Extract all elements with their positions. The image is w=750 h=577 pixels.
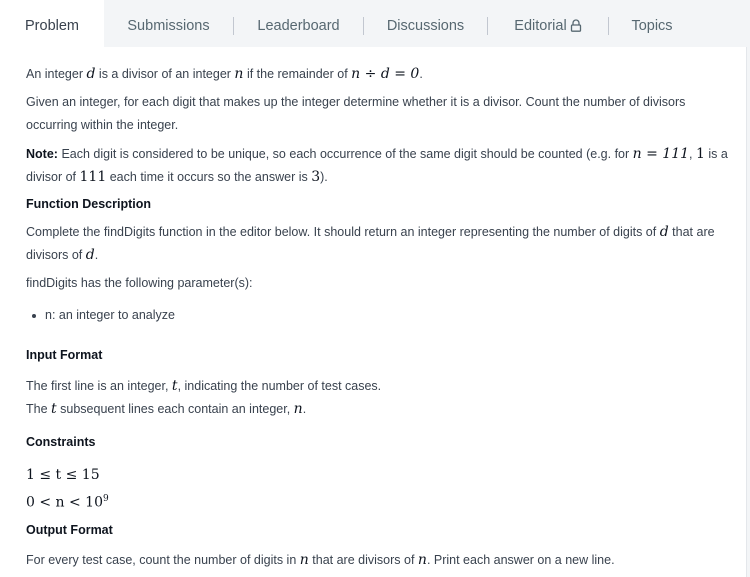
intro-text: . <box>419 67 423 81</box>
output-format-heading: Output Format <box>26 523 113 537</box>
output-text: that are divisors of <box>312 553 415 567</box>
note-label: Note: <box>26 147 58 161</box>
math-expression: n = 111 <box>632 146 690 162</box>
input-text: , indicating the number of test cases. <box>177 379 382 393</box>
input-text: The first line is an integer, <box>26 379 169 393</box>
function-description-paragraph <box>26 221 715 267</box>
input-text: . <box>302 402 307 416</box>
tab-problem[interactable]: Problem <box>0 0 104 47</box>
math-expression: n ÷ d = 0 <box>351 66 420 82</box>
tab-submissions[interactable]: Submissions <box>127 18 210 34</box>
constraint-n <box>26 487 109 515</box>
problem-statement <box>0 47 747 577</box>
tab-editorial-label: Editorial <box>514 18 567 34</box>
tab-separator <box>487 17 488 35</box>
intro-text: is a divisor of an integer <box>98 67 231 81</box>
constraint-t: 1 ≤ t ≤ 15 <box>26 467 100 483</box>
lock-icon <box>570 19 582 32</box>
tab-discussions[interactable]: Discussions <box>386 18 465 34</box>
input-format-heading: Input Format <box>26 348 103 362</box>
math-var: d <box>659 224 669 240</box>
bullet <box>32 314 36 318</box>
math-number: 3 <box>311 169 321 185</box>
note-text: each time it occurs so the answer is <box>109 170 308 184</box>
intro-text: An integer <box>26 67 83 81</box>
constraints-list <box>26 463 109 515</box>
given-paragraph <box>26 91 685 137</box>
given-line: occurring within the integer. <box>26 118 179 132</box>
params-intro: findDigits has the following parameter(s): <box>26 276 253 290</box>
constraints-heading: Constraints <box>26 435 96 449</box>
input-text: The <box>26 402 48 416</box>
fd-text: . <box>94 248 99 262</box>
output-text: For every test case, count the number of digits in <box>26 553 297 567</box>
note-text: , <box>689 147 693 161</box>
output-text: . Print each answer on a new line. <box>426 553 615 567</box>
fd-text: that are <box>672 225 715 239</box>
input-format-paragraph <box>26 375 381 421</box>
math-var: d <box>86 66 96 82</box>
math-var: t <box>171 378 178 394</box>
note-text: Each digit is considered to be unique, so each occurrence of the same digit should be counted (e.g. for <box>61 147 630 161</box>
tab-leaderboard[interactable]: Leaderboard <box>257 18 340 34</box>
note-text: is a <box>708 147 728 161</box>
math-number: 111 <box>79 169 107 185</box>
math-number: 1 <box>695 146 705 162</box>
note-paragraph <box>26 143 728 189</box>
constraint-n-exponent: 9 <box>103 494 109 504</box>
intro-text: if the remainder of <box>246 67 348 81</box>
input-text: subsequent lines each contain an integer, <box>60 402 291 416</box>
math-var: n <box>293 401 303 417</box>
given-line: Given an integer, for each digit that makes up the integer determine whether it is a divisor. Count the number of divisors <box>26 95 686 109</box>
tab-separator <box>363 17 364 35</box>
param-text: n: an integer to analyze <box>45 308 175 322</box>
intro-paragraph <box>26 66 423 82</box>
note-text: ). <box>320 170 328 184</box>
function-description-heading: Function Description <box>26 197 151 211</box>
note-text: divisor of <box>26 170 77 184</box>
constraint-n-base: 0 < n < 10 <box>26 494 103 511</box>
math-var: n <box>234 66 244 82</box>
tab-editorial[interactable] <box>500 0 596 47</box>
param-list-item <box>32 308 175 322</box>
math-var: t <box>51 401 57 417</box>
tab-separator <box>608 17 609 35</box>
math-var: n <box>299 552 309 568</box>
fd-text: divisors of <box>26 248 83 262</box>
tab-topics[interactable]: Topics <box>631 18 673 34</box>
output-format-paragraph <box>26 552 615 568</box>
math-var: d <box>85 247 95 263</box>
math-var: n <box>417 552 427 568</box>
tab-separator <box>233 17 234 35</box>
problem-tabs <box>0 0 750 47</box>
fd-text: Complete the findDigits function in the editor below. It should return an integer representing the number of digits of <box>26 225 657 239</box>
